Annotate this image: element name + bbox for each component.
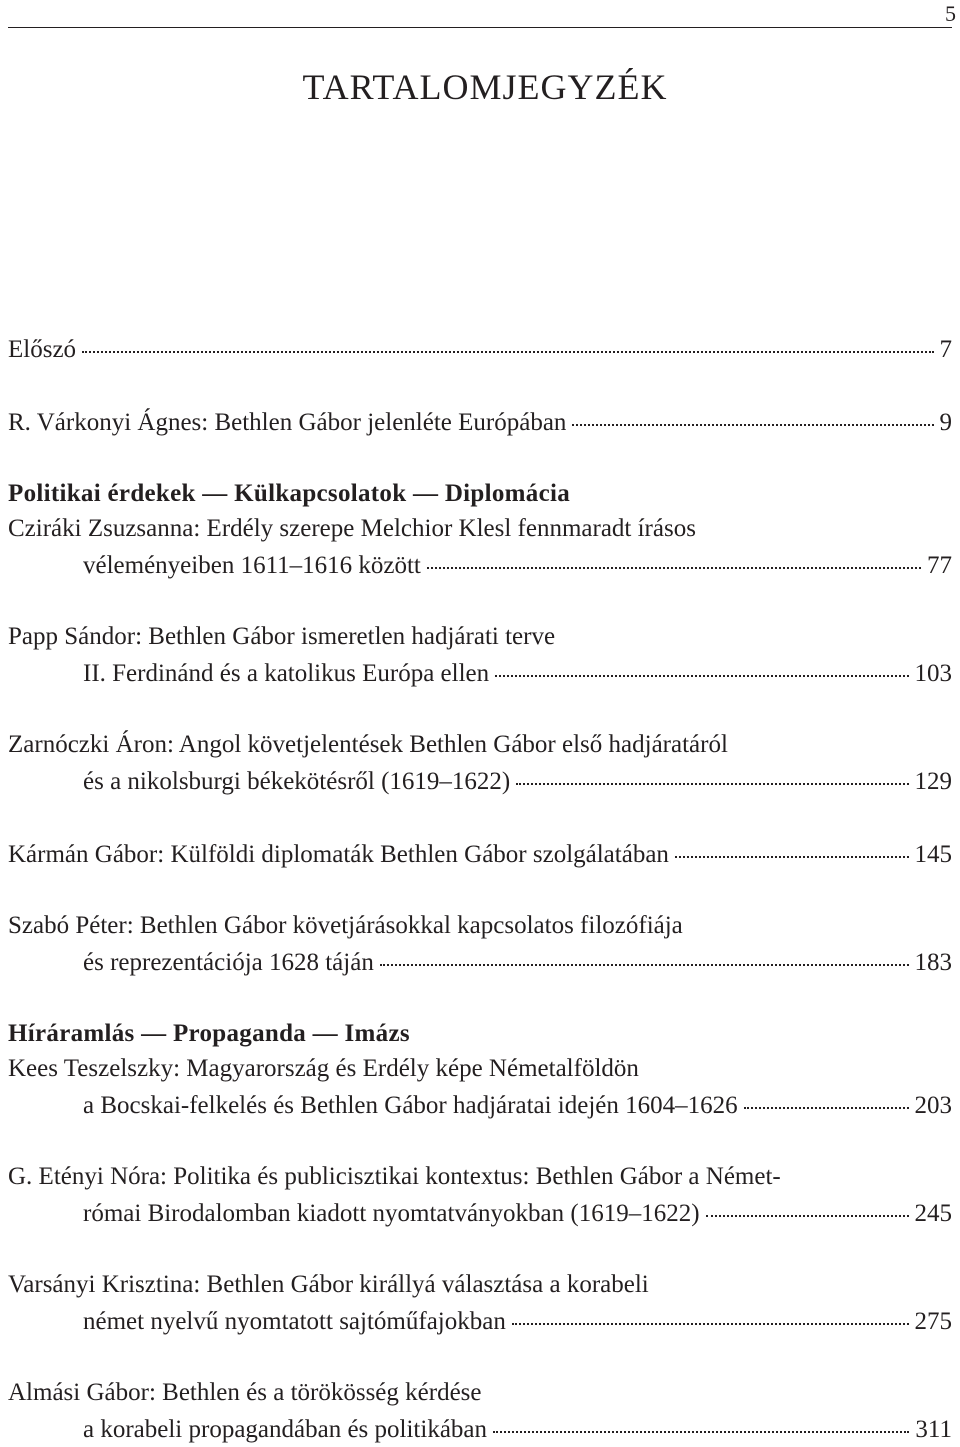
toc-page-number: 311 [915,1416,952,1443]
toc-entry-text: Szabó Péter: Bethlen Gábor követjárásokkal kapcsolatos filozófiája [8,912,683,939]
leader-dots [675,831,909,858]
toc-entry-karman[interactable] [8,835,952,872]
toc-entry-varsanyi[interactable] [8,1267,952,1339]
toc-entry-text: Cziráki Zsuzsanna: Erdély szerepe Melchior Klesl fennmaradt írásos [8,515,696,542]
toc-entry-etenyi[interactable] [8,1159,952,1231]
section-heading-politikai: Politikai érdekek — Külkapcsolatok — Diplomácia [8,480,571,507]
toc-page-number: 129 [914,768,952,795]
leader-dots [572,399,933,426]
table-of-contents [8,330,952,1447]
toc-entry-text: a Bocskai-felkelés és Bethlen Gábor hadjáratai idején 1604–1626 [83,1092,738,1119]
toc-entry-text: Almási Gábor: Bethlen és a törökösség kérdése [8,1379,482,1406]
toc-page-number: 245 [914,1200,952,1227]
toc-page-number: 9 [939,409,952,436]
toc-entry-text: és a nikolsburgi békekötésről (1619–1622) [83,768,511,795]
leader-dots [706,1190,909,1217]
toc-page-number: 275 [914,1308,952,1335]
toc-entry-text: véleményeiben 1611–1616 között [83,552,421,579]
toc-entry-text: Varsányi Krisztina: Bethlen Gábor királlyá választása a korabeli [8,1271,649,1298]
toc-page-number: 77 [927,552,952,579]
toc-entry-teszelszky[interactable] [8,1051,952,1123]
toc-page-number: 103 [914,660,952,687]
toc-entry-szabo[interactable] [8,908,952,980]
toc-entry-text: a korabeli propagandában és politikában [83,1416,488,1443]
toc-entry-varkonyi[interactable] [8,403,952,440]
leader-dots [82,326,933,353]
toc-entry-cziraki[interactable] [8,511,952,583]
page-title: TARTALOMJEGYZÉK [302,67,668,107]
toc-entry-zarnoczki[interactable] [8,727,952,799]
toc-entry-text: római Birodalomban kiadott nyomtatványokban (1619–1622) [83,1200,700,1227]
toc-page-number: 7 [939,336,952,363]
leader-dots [495,650,908,677]
leader-dots [512,1298,909,1325]
toc-entry-text: és reprezentációja 1628 táján [83,949,374,976]
toc-entry-papp[interactable] [8,619,952,691]
leader-dots [493,1406,909,1433]
section-heading-hiraramlas: Híráramlás — Propaganda — Imázs [8,1020,410,1047]
leader-dots [380,939,909,966]
toc-entry-eloszo[interactable] [8,330,952,367]
toc-page-number: 145 [914,841,952,868]
toc-page-number: 183 [914,949,952,976]
toc-entry-text: Kees Teszelszky: Magyarország és Erdély képe Németalföldön [8,1055,639,1082]
toc-entry-text: G. Etényi Nóra: Politika és publicisztikai kontextus: Bethlen Gábor a Német- [8,1163,781,1190]
toc-entry-text: német nyelvű nyomtatott sajtóműfajokban [83,1308,506,1335]
toc-entry-text: Zarnóczki Áron: Angol követjelentések Bethlen Gábor első hadjáratáról [8,731,728,758]
leader-dots [516,758,908,785]
toc-entry-almasi[interactable] [8,1375,952,1447]
toc-entry-text: Papp Sándor: Bethlen Gábor ismeretlen hadjárati terve [8,623,556,650]
leader-dots [744,1082,909,1109]
page-number: 5 [945,1,956,26]
toc-entry-text: Előszó [8,336,77,363]
toc-entry-text: II. Ferdinánd és a katolikus Európa ellen [83,660,490,687]
header-rule [8,27,952,28]
leader-dots [427,542,921,569]
toc-entry-text: Kármán Gábor: Külföldi diplomaták Bethlen Gábor szolgálatában [8,841,669,868]
toc-entry-text: R. Várkonyi Ágnes: Bethlen Gábor jelenléte Európában [8,409,567,436]
toc-page-number: 203 [914,1092,952,1119]
